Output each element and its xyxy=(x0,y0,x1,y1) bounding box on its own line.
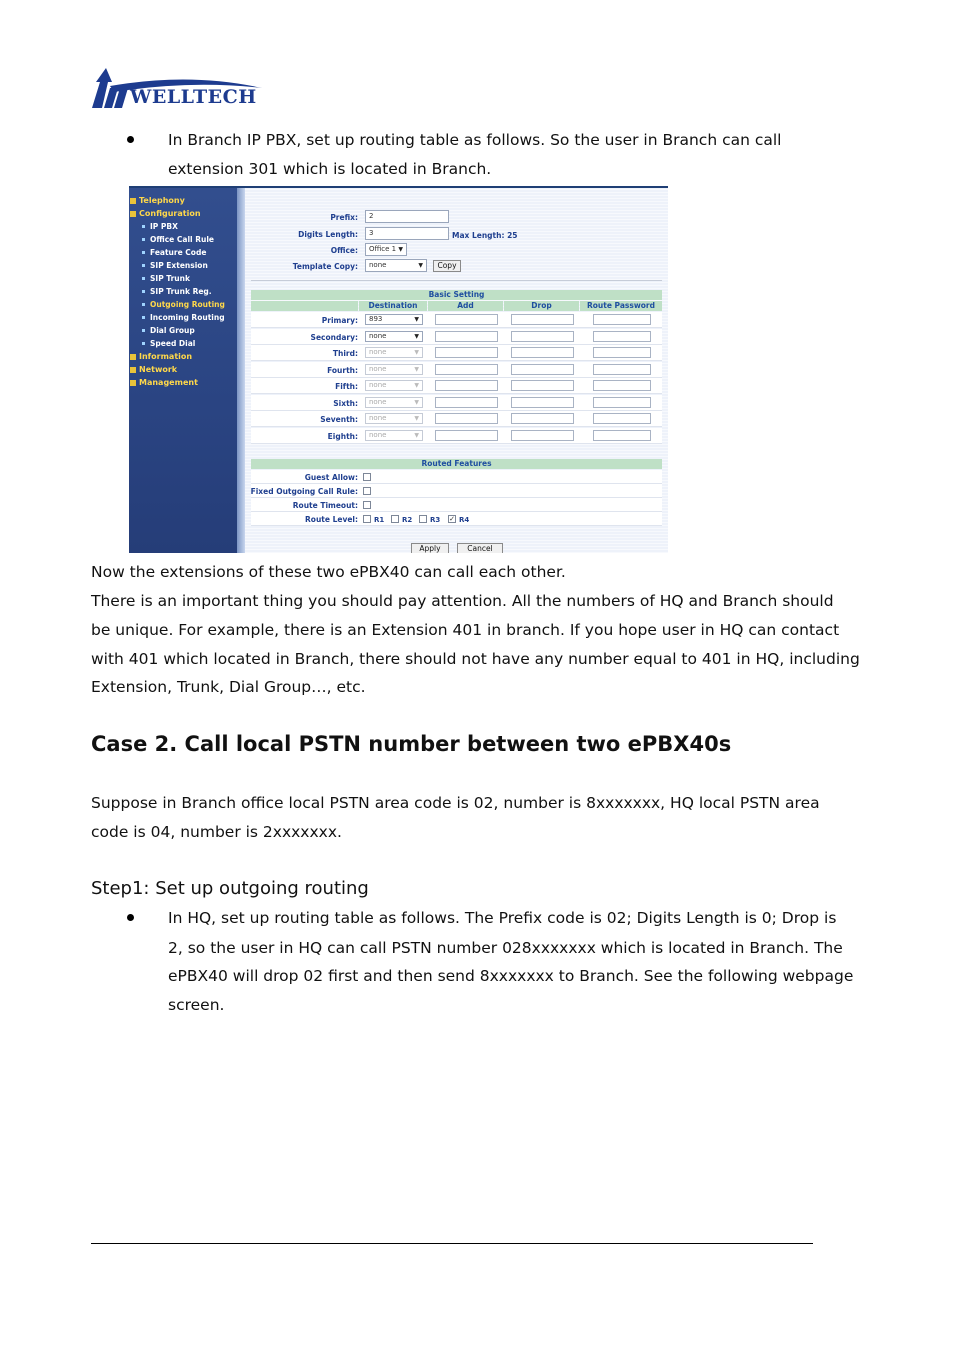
nav-configuration[interactable]: Configuration xyxy=(130,209,201,218)
logo-text: WELLTECH xyxy=(130,86,257,108)
route-level-r3-label: R3 xyxy=(430,516,441,524)
bullet-dot xyxy=(127,136,134,143)
apply-button[interactable]: Apply xyxy=(411,543,449,553)
bullet2-line2: 2, so the user in HQ can call PSTN number 028xxxxxxx which is located in Branch. The xyxy=(168,939,843,957)
max-length-note: Max Length: 25 xyxy=(452,231,518,240)
destination-value: 893 xyxy=(369,315,383,323)
route-timeout-checkbox[interactable] xyxy=(363,501,371,509)
chevron-down-icon: ▼ xyxy=(414,349,419,356)
template-copy-select[interactable]: none ▼ xyxy=(365,259,427,272)
drop-input[interactable] xyxy=(511,380,574,391)
para1: Now the extensions of these two ePBX40 can call each other. xyxy=(91,563,566,581)
nav-information[interactable]: Information xyxy=(130,352,192,361)
drop-input[interactable] xyxy=(511,430,574,441)
nav-item-incoming-routing[interactable]: Incoming Routing xyxy=(142,313,225,322)
cancel-button[interactable]: Cancel xyxy=(457,543,503,553)
nav-item-office-call-rule[interactable]: Office Call Rule xyxy=(142,235,214,244)
drop-input[interactable] xyxy=(511,331,574,342)
add-input[interactable] xyxy=(435,314,498,325)
route-password-input[interactable] xyxy=(593,380,651,391)
nav-item-speed-dial[interactable]: Speed Dial xyxy=(142,339,195,348)
digits-length-input[interactable]: 3 xyxy=(365,227,449,240)
nav-item-sip-trunk-reg[interactable]: SIP Trunk Reg. xyxy=(142,287,212,296)
add-input[interactable] xyxy=(435,397,498,408)
column-header-empty xyxy=(251,301,358,311)
chevron-down-icon: ▼ xyxy=(414,399,419,406)
bullet-dot xyxy=(127,914,134,921)
destination-select[interactable] xyxy=(365,347,423,358)
nav-item-sip-extension[interactable]: SIP Extension xyxy=(142,261,208,270)
route-password-input[interactable] xyxy=(593,364,651,375)
fixed-rule-checkbox[interactable] xyxy=(363,487,371,495)
prefix-label: Prefix: xyxy=(330,213,358,222)
section-heading: Case 2. Call local PSTN number between two ePBX40s xyxy=(91,732,732,756)
destination-value: none xyxy=(369,431,387,439)
add-input[interactable] xyxy=(435,413,498,424)
chevron-down-icon: ▼ xyxy=(414,333,419,340)
para3-line1: Suppose in Branch office local PSTN area code is 02, number is 8xxxxxxx, HQ local PSTN area xyxy=(91,794,820,812)
drop-input[interactable] xyxy=(511,397,574,408)
sidebar xyxy=(129,188,237,553)
chevron-down-icon: ▼ xyxy=(414,382,419,389)
bullet1-line1: In Branch IP PBX, set up routing table as follows. So the user in Branch can call xyxy=(168,131,782,149)
route-level-r2-checkbox[interactable] xyxy=(391,515,399,523)
route-password-input[interactable] xyxy=(593,413,651,424)
para2-line2: be unique. For example, there is an Extension 401 in branch. If you hope user in HQ can contact xyxy=(91,621,840,639)
route-password-input[interactable] xyxy=(593,331,651,342)
add-input[interactable] xyxy=(435,380,498,391)
divider xyxy=(251,280,662,281)
row-label: Eighth: xyxy=(327,432,358,441)
nav-item-ip-pbx[interactable]: IP PBX xyxy=(142,222,178,231)
drop-input[interactable] xyxy=(511,413,574,424)
row-label: Third: xyxy=(332,349,358,358)
row-label: Seventh: xyxy=(320,415,358,424)
guest-allow-checkbox[interactable] xyxy=(363,473,371,481)
nav-item-outgoing-routing[interactable]: Outgoing Routing xyxy=(142,300,225,309)
copy-button[interactable]: Copy xyxy=(433,260,461,272)
template-copy-label: Template Copy: xyxy=(292,262,358,271)
route-level-r1-checkbox[interactable] xyxy=(363,515,371,523)
bullet2-line1: In HQ, set up routing table as follows. The Prefix code is 02; Digits Length is 0; Drop is xyxy=(168,909,837,927)
destination-value: none xyxy=(369,332,387,340)
nav-item-sip-trunk[interactable]: SIP Trunk xyxy=(142,274,190,283)
destination-select[interactable] xyxy=(365,397,423,408)
para2-line3: with 401 which located in Branch, there should not have any number equal to 401 in HQ, including xyxy=(91,650,860,668)
route-password-input[interactable] xyxy=(593,347,651,358)
routed-features-header: Routed Features xyxy=(251,459,662,469)
bullet2-line3: ePBX40 will drop 02 first and then send 8xxxxxxx to Branch. See the following webpage xyxy=(168,967,854,985)
fixed-rule-label: Fixed Outgoing Call Rule: xyxy=(250,487,358,496)
destination-value: none xyxy=(369,348,387,356)
route-password-input[interactable] xyxy=(593,430,651,441)
nav-management[interactable]: Management xyxy=(130,378,198,387)
bullet1-line2: extension 301 which is located in Branch. xyxy=(168,160,492,178)
basic-setting-header: Basic Setting xyxy=(251,290,662,300)
chevron-down-icon: ▼ xyxy=(414,415,419,422)
column-header-destination: Destination xyxy=(359,301,427,311)
route-level-r4-label: R4 xyxy=(459,516,470,524)
row-label: Primary: xyxy=(321,316,358,325)
para3-line2: code is 04, number is 2xxxxxxx. xyxy=(91,823,342,841)
destination-select[interactable] xyxy=(365,413,423,424)
footer-rule xyxy=(91,1243,813,1244)
para2-line1: There is an important thing you should pay attention. All the numbers of HQ and Branch should xyxy=(91,592,834,610)
destination-select[interactable] xyxy=(365,364,423,375)
chevron-down-icon: ▼ xyxy=(414,432,419,439)
routing-form xyxy=(245,188,668,553)
row-label: Secondary: xyxy=(310,333,358,342)
column-header-route-password: Route Password xyxy=(580,301,662,311)
sidebar-edge xyxy=(237,188,245,553)
bullet2-line4: screen. xyxy=(168,996,225,1014)
route-level-r2-label: R2 xyxy=(402,516,413,524)
chevron-down-icon: ▼ xyxy=(414,366,419,373)
para2-line4: Extension, Trunk, Dial Group…, etc. xyxy=(91,678,366,696)
route-level-label: Route Level: xyxy=(305,515,358,524)
chevron-down-icon: ▼ xyxy=(418,262,423,269)
destination-select[interactable] xyxy=(365,380,423,391)
destination-select[interactable] xyxy=(365,430,423,441)
office-label: Office: xyxy=(330,246,358,255)
step1-heading: Step1: Set up outgoing routing xyxy=(91,878,369,899)
routing-screenshot xyxy=(129,186,668,553)
nav-item-feature-code[interactable]: Feature Code xyxy=(142,248,206,257)
destination-value: none xyxy=(369,381,387,389)
row-label: Sixth: xyxy=(333,399,358,408)
add-input[interactable] xyxy=(435,347,498,358)
chevron-down-icon: ▼ xyxy=(414,316,419,323)
destination-select[interactable] xyxy=(365,314,423,325)
prefix-input[interactable]: 2 xyxy=(365,210,449,223)
nav-network[interactable]: Network xyxy=(130,365,177,374)
nav-telephony[interactable]: Telephony xyxy=(130,196,185,205)
destination-value: none xyxy=(369,398,387,406)
column-header-add: Add xyxy=(428,301,503,311)
welltech-logo xyxy=(90,66,270,110)
digits-length-label: Digits Length: xyxy=(298,230,358,239)
drop-input[interactable] xyxy=(511,347,574,358)
route-timeout-label: Route Timeout: xyxy=(292,501,358,510)
office-select[interactable]: Office 1 ▼ xyxy=(365,243,407,256)
guest-allow-label: Guest Allow: xyxy=(304,473,358,482)
row-label: Fourth: xyxy=(327,366,358,375)
row-label: Fifth: xyxy=(335,382,358,391)
drop-input[interactable] xyxy=(511,364,574,375)
add-input[interactable] xyxy=(435,331,498,342)
route-password-input[interactable] xyxy=(593,314,651,325)
route-level-r1-label: R1 xyxy=(374,516,385,524)
destination-select[interactable] xyxy=(365,331,423,342)
route-level-r4-checkbox[interactable]: ✓ xyxy=(449,515,455,523)
nav-item-dial-group[interactable]: Dial Group xyxy=(142,326,195,335)
chevron-down-icon: ▼ xyxy=(398,246,403,253)
drop-input[interactable] xyxy=(511,314,574,325)
route-level-r3-checkbox[interactable] xyxy=(419,515,427,523)
add-input[interactable] xyxy=(435,430,498,441)
destination-value: none xyxy=(369,414,387,422)
destination-value: none xyxy=(369,365,387,373)
add-input[interactable] xyxy=(435,364,498,375)
column-header-drop: Drop xyxy=(504,301,579,311)
route-password-input[interactable] xyxy=(593,397,651,408)
